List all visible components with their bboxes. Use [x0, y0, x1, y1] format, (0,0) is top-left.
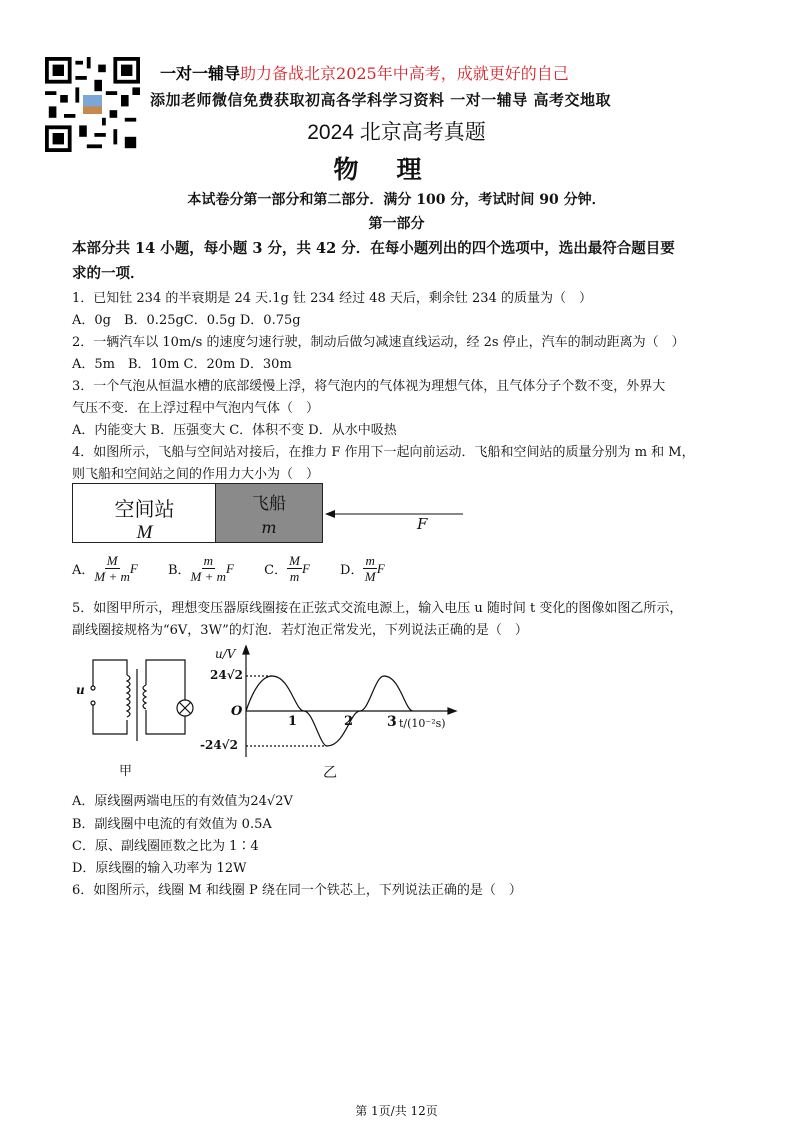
promo-slogan: 助力备战北京2025年中高考，成就更好的自己 — [240, 64, 569, 83]
t-tick-1: 1 — [288, 714, 298, 729]
source-voltage-label: u — [76, 683, 85, 697]
denominator: M — [364, 569, 376, 584]
q3-stem-cont: 气压不变．在上浮过程中气泡内气体（ ） — [72, 401, 320, 416]
option-label: B． — [167, 563, 191, 578]
part-description-cont: 求的一项． — [72, 265, 145, 282]
q5-stem-cont: 副线圈接规格为“6V，3W”的灯泡．若灯泡正常发光，下列说法正确的是（ ） — [72, 623, 528, 638]
q4-stem: 4．如图所示，飞船与空间站对接后，在推力 F 作用下一起向前运动．飞船和空间站的质量分别为 m 和 M， — [72, 445, 695, 460]
q4-option-a — [72, 553, 138, 584]
q2-stem: 2．一辆汽车以 10m/s 的速度匀速行驶，制动后做匀减速直线运动，经 2s 停止，汽车的制动距离为（ ） — [72, 335, 685, 350]
station-mass: M — [136, 522, 153, 543]
origin-label: O — [231, 704, 243, 719]
force-label: F — [417, 515, 428, 533]
numerator: m — [365, 553, 375, 568]
q1-options: A．0g B．0.25gC．0.5g D．0.75g — [72, 313, 301, 328]
option-label: D． — [340, 563, 364, 578]
q4-option-b — [168, 553, 234, 584]
space-station-block — [72, 483, 217, 543]
x-axis-label: t/(10⁻²s) — [399, 717, 446, 730]
q5-stem: 5．如图甲所示，理想变压器原线圈接在正弦式交流电源上，输入电压 u 随时间 t 变化的图像如图乙所示， — [72, 601, 683, 616]
numerator: M — [289, 553, 300, 568]
subject-title: 物理 — [333, 155, 460, 184]
promo-line-1 — [160, 61, 569, 84]
fraction — [287, 553, 302, 584]
exam-intro: 本试卷分第一部分和第二部分．满分 100 分，考试时间 90 分钟． — [187, 192, 606, 208]
force-symbol: F — [376, 560, 385, 576]
ship-label: 飞船 — [252, 494, 286, 514]
q6-stem: 6．如图所示，线圈 M 和线圈 P 绕在同一个铁芯上，下列说法正确的是（ ） — [72, 883, 522, 898]
q4-stem-cont: 则飞船和空间站之间的作用力大小为（ ） — [72, 467, 320, 482]
denominator: M + m — [94, 569, 130, 584]
numerator: M — [106, 553, 118, 568]
numerator: m — [203, 553, 213, 568]
force-symbol: F — [226, 560, 234, 576]
q5-option-d: D．原线圈的输入功率为 12W — [72, 861, 247, 876]
figure-caption-jia: 甲 — [119, 764, 133, 779]
promo-line-2: 添加老师微信免费获取初高各学科学习资料 一对一辅导 高考交地取 — [150, 91, 611, 109]
transformer-circuit — [75, 645, 205, 750]
t-tick-3: 3 — [387, 714, 397, 730]
q5-option-c: C．原、副线圈匝数之比为 1∶4 — [72, 839, 259, 854]
q4-options — [72, 553, 411, 584]
option-label: C． — [264, 563, 288, 578]
option-label: A． — [72, 563, 95, 578]
promo-prefix: 一对一辅导 — [160, 64, 241, 83]
spaceship-block — [215, 483, 323, 543]
fraction — [191, 553, 227, 584]
denominator: M + m — [190, 569, 227, 584]
t-tick-2: 2 — [344, 714, 354, 729]
part-description: 本部分共 14 小题，每小题 3 分，共 42 分．在每小题列出的四个选项中，选出最符合题目要 — [72, 240, 675, 257]
fraction — [363, 553, 376, 584]
y-axis-label: u/V — [215, 647, 236, 661]
station-label: 空间站 — [114, 497, 175, 521]
q1-stem: 1．已知钍 234 的半衰期是 24 天.1g 钍 234 经过 48 天后，剩余钍 234 的质量为（ ） — [72, 291, 592, 306]
force-arrow — [323, 483, 463, 543]
q4-option-d — [340, 553, 385, 584]
denominator: m — [289, 569, 300, 584]
q3-options: A．内能变大 B．压强变大 C．体积不变 D．从水中吸热 — [72, 423, 397, 438]
force-symbol: F — [301, 560, 310, 576]
y-min-label: -24√2 — [200, 738, 238, 752]
q5-option-b: B．副线圈中电流的有效值为 0.5A — [72, 817, 272, 832]
ship-mass: m — [261, 518, 277, 537]
page-footer: 第 1页/共 12页 — [355, 1104, 438, 1118]
figure-caption-yi: 乙 — [323, 765, 337, 781]
q3-stem: 3．一个气泡从恒温水槽的底部缓慢上浮，将气泡内的气体视为理想气体，且气体分子个数不变，外界大 — [72, 379, 666, 394]
q2-options: A．5m B．10m C．20m D．30m — [72, 357, 292, 372]
q5-option-a: A．原线圈两端电压的有效值为24√2V — [72, 794, 293, 809]
exam-title: 2024 北京高考真题 — [307, 121, 486, 144]
voltage-time-graph — [200, 645, 460, 760]
force-symbol: F — [129, 560, 138, 576]
fraction — [94, 553, 130, 584]
q4-figure — [72, 483, 464, 543]
part-heading: 第一部分 — [368, 216, 425, 232]
q4-option-c — [264, 553, 310, 584]
y-max-label: 24√2 — [210, 668, 243, 682]
